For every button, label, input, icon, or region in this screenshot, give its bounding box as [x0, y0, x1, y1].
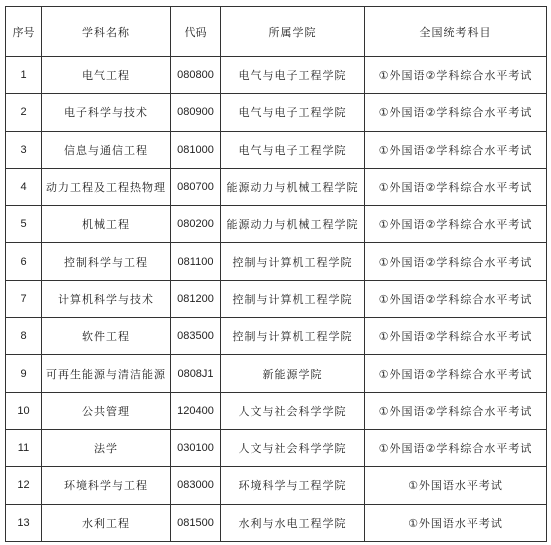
cell-college: 控制与计算机工程学院 — [221, 243, 365, 280]
cell-code: 120400 — [171, 392, 221, 429]
table-row — [6, 504, 547, 541]
table-row — [6, 318, 547, 355]
cell-no: 1 — [6, 57, 42, 94]
cell-exam: ①外国语水平考试 — [365, 467, 547, 504]
cell-no: 6 — [6, 243, 42, 280]
cell-exam: ①外国语②学科综合水平考试 — [365, 318, 547, 355]
cell-college: 能源动力与机械工程学院 — [221, 206, 365, 243]
cell-subject: 水利工程 — [42, 504, 171, 541]
cell-subject: 机械工程 — [42, 206, 171, 243]
cell-no: 4 — [6, 168, 42, 205]
cell-college: 人文与社会科学学院 — [221, 429, 365, 466]
table-row — [6, 355, 547, 392]
table-body — [6, 57, 547, 542]
cell-college: 水利与水电工程学院 — [221, 504, 365, 541]
cell-subject: 控制科学与工程 — [42, 243, 171, 280]
cell-exam: ①外国语水平考试 — [365, 504, 547, 541]
cell-exam: ①外国语②学科综合水平考试 — [365, 243, 547, 280]
cell-code: 083500 — [171, 318, 221, 355]
cell-code: 080800 — [171, 57, 221, 94]
table-row — [6, 467, 547, 504]
cell-subject: 软件工程 — [42, 318, 171, 355]
cell-code: 081000 — [171, 131, 221, 168]
header-exam: 全国统考科目 — [365, 7, 547, 57]
cell-no: 11 — [6, 429, 42, 466]
table-row — [6, 94, 547, 131]
cell-no: 13 — [6, 504, 42, 541]
cell-college: 人文与社会科学学院 — [221, 392, 365, 429]
cell-no: 9 — [6, 355, 42, 392]
cell-no: 12 — [6, 467, 42, 504]
header-subject: 学科名称 — [42, 7, 171, 57]
cell-college: 电气与电子工程学院 — [221, 131, 365, 168]
cell-code: 081500 — [171, 504, 221, 541]
cell-subject: 计算机科学与技术 — [42, 280, 171, 317]
header-code: 代码 — [171, 7, 221, 57]
header-college: 所属学院 — [221, 7, 365, 57]
cell-subject: 法学 — [42, 429, 171, 466]
cell-exam: ①外国语②学科综合水平考试 — [365, 206, 547, 243]
cell-subject: 公共管理 — [42, 392, 171, 429]
cell-subject: 动力工程及工程热物理 — [42, 168, 171, 205]
table-row — [6, 131, 547, 168]
table-row — [6, 429, 547, 466]
table-row — [6, 243, 547, 280]
cell-college: 控制与计算机工程学院 — [221, 318, 365, 355]
cell-no: 8 — [6, 318, 42, 355]
cell-code: 030100 — [171, 429, 221, 466]
header-row — [6, 7, 547, 57]
cell-code: 080200 — [171, 206, 221, 243]
cell-exam: ①外国语②学科综合水平考试 — [365, 280, 547, 317]
discipline-table — [5, 6, 547, 542]
cell-subject: 信息与通信工程 — [42, 131, 171, 168]
cell-exam: ①外国语②学科综合水平考试 — [365, 131, 547, 168]
table-row — [6, 206, 547, 243]
cell-no: 7 — [6, 280, 42, 317]
cell-no: 5 — [6, 206, 42, 243]
table-header — [6, 7, 547, 57]
cell-exam: ①外国语②学科综合水平考试 — [365, 94, 547, 131]
cell-exam: ①外国语②学科综合水平考试 — [365, 392, 547, 429]
table-row — [6, 392, 547, 429]
cell-subject: 环境科学与工程 — [42, 467, 171, 504]
cell-college: 电气与电子工程学院 — [221, 94, 365, 131]
table-row — [6, 280, 547, 317]
cell-no: 2 — [6, 94, 42, 131]
cell-code: 080900 — [171, 94, 221, 131]
cell-code: 081100 — [171, 243, 221, 280]
cell-exam: ①外国语②学科综合水平考试 — [365, 429, 547, 466]
cell-college: 控制与计算机工程学院 — [221, 280, 365, 317]
cell-subject: 电子科学与技术 — [42, 94, 171, 131]
cell-code: 081200 — [171, 280, 221, 317]
cell-code: 0808J1 — [171, 355, 221, 392]
cell-code: 083000 — [171, 467, 221, 504]
cell-exam: ①外国语②学科综合水平考试 — [365, 168, 547, 205]
cell-college: 电气与电子工程学院 — [221, 57, 365, 94]
table-row — [6, 168, 547, 205]
header-no: 序号 — [6, 7, 42, 57]
cell-code: 080700 — [171, 168, 221, 205]
cell-no: 3 — [6, 131, 42, 168]
cell-college: 新能源学院 — [221, 355, 365, 392]
cell-subject: 电气工程 — [42, 57, 171, 94]
cell-college: 环境科学与工程学院 — [221, 467, 365, 504]
table-row — [6, 57, 547, 94]
cell-no: 10 — [6, 392, 42, 429]
cell-exam: ①外国语②学科综合水平考试 — [365, 57, 547, 94]
cell-exam: ①外国语②学科综合水平考试 — [365, 355, 547, 392]
cell-subject: 可再生能源与清洁能源 — [42, 355, 171, 392]
cell-college: 能源动力与机械工程学院 — [221, 168, 365, 205]
